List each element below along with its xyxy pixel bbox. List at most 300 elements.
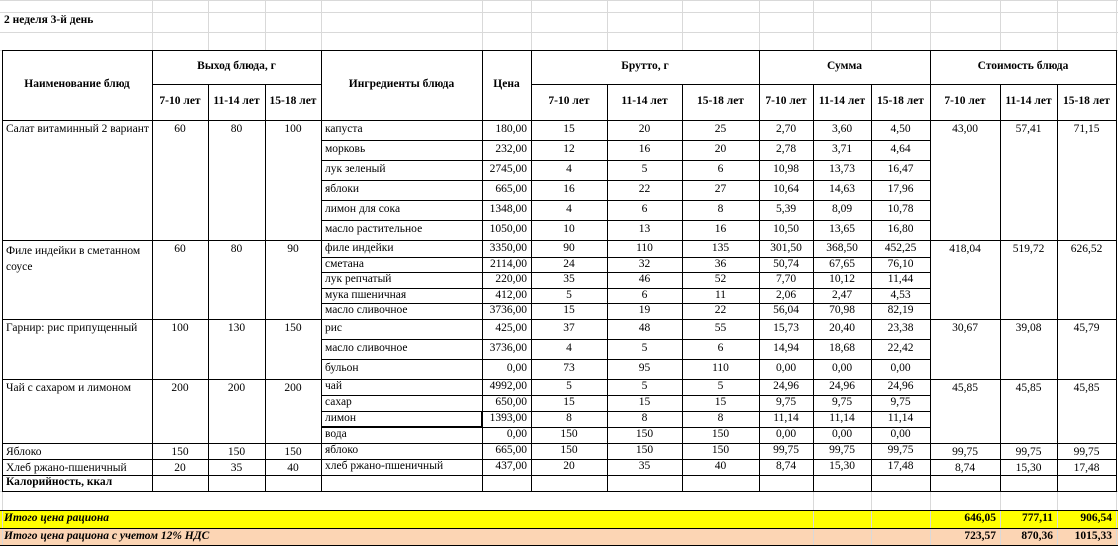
ingredient-gross[interactable]: 20 bbox=[563, 460, 575, 473]
ingredient-sum[interactable]: 452,25 bbox=[884, 241, 917, 254]
grid-line bbox=[813, 120, 814, 476]
ingredient-gross[interactable]: 20 bbox=[638, 123, 651, 136]
ingredient-sum[interactable]: 4,64 bbox=[890, 143, 911, 156]
grid-line bbox=[0, 510, 1118, 511]
dish-cost[interactable]: 30,67 bbox=[952, 322, 978, 334]
ingredient-sum[interactable]: 14,94 bbox=[773, 342, 799, 355]
ingredient-name[interactable]: сахар bbox=[325, 396, 352, 409]
ingredient-sum[interactable]: 15,30 bbox=[829, 460, 855, 473]
grid-line bbox=[759, 50, 760, 121]
ingredient-gross[interactable]: 22 bbox=[638, 183, 651, 196]
sheet-title[interactable]: 2 неделя 3-й день bbox=[4, 14, 94, 27]
ingredient-sum[interactable]: 14,63 bbox=[829, 183, 855, 196]
grid-line bbox=[482, 50, 483, 121]
ingredient-gross[interactable]: 22 bbox=[714, 304, 727, 317]
grid-line bbox=[1057, 0, 1058, 51]
ingredient-sum[interactable]: 2,47 bbox=[831, 288, 853, 301]
ingredient-price[interactable]: 425,00 bbox=[495, 322, 527, 335]
ingredient-sum[interactable]: 20,40 bbox=[829, 322, 855, 335]
dish-name[interactable]: Филе индейки в сметанном соусе bbox=[6, 245, 141, 273]
ingredient-sum[interactable]: 0,00 bbox=[890, 428, 911, 441]
ingredient-name[interactable]: масло сливочное bbox=[325, 342, 408, 355]
ingredient-gross[interactable]: 40 bbox=[714, 460, 727, 473]
header-age-group[interactable]: 15-18 лет bbox=[1063, 95, 1110, 108]
ingredient-sum[interactable]: 56,04 bbox=[773, 304, 799, 317]
ingredient-name[interactable]: масло растительное bbox=[325, 223, 423, 236]
ingredient-sum[interactable]: 99,75 bbox=[773, 444, 799, 457]
ingredient-sum[interactable]: 10,12 bbox=[829, 273, 855, 286]
dish-output[interactable]: 150 bbox=[284, 446, 302, 458]
grid-line bbox=[682, 120, 683, 476]
ingredient-sum[interactable]: 22,42 bbox=[887, 342, 914, 355]
ingredient-sum[interactable]: 76,10 bbox=[887, 257, 914, 270]
ingredient-sum[interactable]: 70,98 bbox=[829, 304, 855, 317]
ingredient-gross[interactable]: 4 bbox=[566, 163, 572, 176]
grid-line bbox=[2, 120, 3, 476]
ingredient-sum[interactable]: 11,14 bbox=[887, 412, 914, 425]
ingredient-sum[interactable]: 17,96 bbox=[887, 183, 914, 196]
ingredient-gross[interactable]: 110 bbox=[636, 241, 653, 254]
dish-output[interactable]: 60 bbox=[174, 243, 186, 255]
ingredient-sum[interactable]: 0,00 bbox=[831, 362, 853, 375]
header-price[interactable]: Цена bbox=[493, 78, 520, 91]
grid-line bbox=[871, 475, 872, 492]
dish-name[interactable]: Хлеб ржано-пшеничный bbox=[6, 462, 127, 474]
grid-line bbox=[813, 491, 814, 546]
ingredient-gross[interactable]: 6 bbox=[717, 342, 724, 355]
dish-cost[interactable]: 71,15 bbox=[1073, 123, 1100, 135]
ingredient-name[interactable]: яблоко bbox=[325, 444, 359, 457]
dish-output[interactable]: 20 bbox=[174, 462, 186, 474]
ingredient-price[interactable]: 220,00 bbox=[495, 273, 527, 286]
grid-line bbox=[265, 84, 266, 121]
ingredient-name[interactable]: лимон для сока bbox=[325, 203, 401, 216]
ingredient-gross[interactable]: 15 bbox=[714, 396, 727, 409]
ingredient-sum[interactable]: 11,44 bbox=[887, 273, 914, 286]
ingredient-gross[interactable]: 73 bbox=[563, 362, 575, 375]
ingredient-sum[interactable]: 99,75 bbox=[829, 444, 855, 457]
grid-line bbox=[1000, 0, 1001, 51]
grid-line bbox=[208, 475, 209, 492]
grid-line bbox=[1000, 120, 1001, 476]
dish-cost[interactable]: 626,52 bbox=[1070, 243, 1103, 255]
ingredient-price[interactable]: 180,00 bbox=[495, 123, 527, 136]
ingredient-gross[interactable]: 5 bbox=[566, 380, 572, 393]
ingredient-sum[interactable]: 7,70 bbox=[775, 273, 797, 286]
header-ingredients[interactable]: Ингредиенты блюда bbox=[348, 78, 455, 91]
ingredient-sum[interactable]: 0,00 bbox=[831, 428, 853, 441]
ingredient-gross[interactable]: 15 bbox=[563, 304, 575, 317]
grid-line bbox=[1000, 475, 1001, 492]
grid-line bbox=[321, 475, 322, 492]
ingredient-price[interactable]: 232,00 bbox=[495, 143, 527, 156]
ingredient-sum[interactable]: 67,65 bbox=[829, 257, 855, 270]
dish-cost[interactable]: 99,75 bbox=[1015, 446, 1042, 458]
ingredient-gross[interactable]: 13 bbox=[638, 223, 651, 236]
grid-line bbox=[531, 50, 532, 121]
ingredient-sum[interactable]: 301,50 bbox=[770, 241, 802, 254]
ingredient-gross[interactable]: 5 bbox=[717, 380, 724, 393]
ingredient-price[interactable]: 1348,00 bbox=[489, 203, 527, 216]
ingredient-name[interactable]: лимон bbox=[321, 411, 482, 427]
grid-line bbox=[871, 491, 872, 546]
ingredient-gross[interactable]: 150 bbox=[711, 444, 730, 457]
dish-output[interactable]: 200 bbox=[284, 382, 302, 394]
grid-line bbox=[1116, 491, 1117, 546]
dish-cost[interactable]: 45,85 bbox=[1015, 382, 1042, 394]
header-age-group[interactable]: 11-14 лет bbox=[213, 95, 260, 108]
dish-cost[interactable]: 15,30 bbox=[1015, 462, 1042, 474]
dish-output[interactable]: 150 bbox=[284, 322, 302, 334]
grid-line bbox=[682, 84, 683, 121]
total-value[interactable]: 646,05 bbox=[964, 512, 996, 525]
ingredient-gross[interactable]: 6 bbox=[717, 163, 724, 176]
ingredient-gross[interactable]: 11 bbox=[714, 288, 727, 301]
header-age-group[interactable]: 7-10 лет bbox=[548, 95, 590, 108]
ingredient-gross[interactable]: 8 bbox=[717, 203, 724, 216]
header-sum[interactable]: Сумма bbox=[827, 60, 862, 73]
header-dish-cost[interactable]: Стоимость блюда bbox=[977, 60, 1069, 73]
dish-cost[interactable]: 45,85 bbox=[952, 382, 978, 394]
ingredient-gross[interactable]: 5 bbox=[641, 380, 648, 393]
ingredient-sum[interactable]: 3,71 bbox=[831, 143, 853, 156]
ingredient-price[interactable]: 3736,00 bbox=[489, 342, 527, 355]
grid-line bbox=[1057, 120, 1058, 476]
grid-line bbox=[0, 32, 1118, 33]
ingredient-gross[interactable]: 4 bbox=[566, 342, 572, 355]
ingredient-gross[interactable]: 16 bbox=[563, 183, 575, 196]
ingredient-gross[interactable]: 5 bbox=[566, 288, 572, 301]
ingredient-gross[interactable]: 8 bbox=[566, 412, 572, 425]
ingredient-gross[interactable]: 27 bbox=[714, 183, 727, 196]
grid-line bbox=[531, 120, 532, 476]
grid-line bbox=[607, 0, 608, 51]
header-dish-name[interactable]: Наименование блюд bbox=[24, 78, 130, 91]
dish-output[interactable]: 60 bbox=[174, 123, 186, 135]
total-value[interactable]: 906,54 bbox=[1080, 512, 1112, 525]
ingredient-gross[interactable]: 150 bbox=[560, 444, 578, 457]
grid-line bbox=[265, 475, 266, 492]
ingredient-name[interactable]: масло сливочное bbox=[325, 304, 408, 317]
ingredient-gross[interactable]: 8 bbox=[641, 412, 648, 425]
total-value[interactable]: 1015,33 bbox=[1074, 529, 1112, 542]
ingredient-price[interactable]: 1393,00 bbox=[489, 412, 527, 425]
grid-line bbox=[2, 475, 3, 492]
ingredient-sum[interactable]: 11,14 bbox=[829, 412, 855, 425]
ingredient-sum[interactable]: 10,78 bbox=[887, 203, 914, 216]
ingredient-gross[interactable]: 95 bbox=[638, 362, 651, 375]
dish-cost[interactable]: 519,72 bbox=[1012, 243, 1045, 255]
ingredient-price[interactable]: 0,00 bbox=[506, 362, 527, 375]
ingredient-sum[interactable]: 18,68 bbox=[829, 342, 855, 355]
header-age-group[interactable]: 11-14 лет bbox=[818, 95, 866, 108]
grid-line bbox=[1116, 0, 1117, 51]
dish-name[interactable]: Гарнир: рис припущенный bbox=[6, 322, 138, 334]
grid-line bbox=[152, 50, 153, 121]
grid-line bbox=[871, 0, 872, 51]
ingredient-gross[interactable]: 15 bbox=[638, 396, 651, 409]
ingredient-sum[interactable]: 2,78 bbox=[775, 143, 797, 156]
ingredient-gross[interactable]: 5 bbox=[641, 342, 648, 355]
ingredient-gross[interactable]: 5 bbox=[641, 163, 648, 176]
grid-line bbox=[871, 120, 872, 476]
ingredient-sum[interactable]: 82,19 bbox=[887, 304, 914, 317]
dish-name[interactable]: Салат витаминный 2 вариант bbox=[6, 123, 149, 135]
ingredient-gross[interactable]: 15 bbox=[563, 396, 575, 409]
ingredient-gross[interactable]: 110 bbox=[712, 362, 729, 375]
ingredient-sum[interactable]: 0,00 bbox=[890, 362, 911, 375]
header-age-group[interactable]: 7-10 лет bbox=[944, 95, 986, 108]
ingredient-sum[interactable]: 11,14 bbox=[773, 412, 799, 425]
ingredient-name[interactable]: морковь bbox=[325, 143, 366, 156]
header-age-group[interactable]: 7-10 лет bbox=[159, 95, 201, 108]
ingredient-gross[interactable]: 46 bbox=[638, 273, 651, 286]
grid-line bbox=[1116, 120, 1117, 476]
grid-line bbox=[531, 84, 1117, 85]
ingredient-sum[interactable]: 99,75 bbox=[887, 444, 914, 457]
ingredient-gross[interactable]: 150 bbox=[635, 444, 654, 457]
ingredient-gross[interactable]: 150 bbox=[635, 428, 654, 441]
ingredient-gross[interactable]: 4 bbox=[566, 203, 572, 216]
ingredient-price[interactable]: 3736,00 bbox=[489, 304, 527, 317]
ingredient-name[interactable]: бульон bbox=[325, 362, 359, 375]
ingredient-sum[interactable]: 24,96 bbox=[773, 380, 799, 393]
ingredient-price[interactable]: 2114,00 bbox=[490, 257, 527, 270]
dish-cost[interactable]: 418,04 bbox=[949, 243, 981, 255]
dish-cost[interactable]: 45,79 bbox=[1073, 322, 1100, 334]
ingredient-sum[interactable]: 0,00 bbox=[775, 428, 797, 441]
ingredient-sum[interactable]: 23,38 bbox=[887, 322, 914, 335]
ingredient-sum[interactable]: 5,39 bbox=[775, 203, 797, 216]
dish-cost[interactable]: 43,00 bbox=[952, 123, 978, 135]
grid-line bbox=[482, 475, 483, 492]
ingredient-price[interactable]: 4992,00 bbox=[489, 380, 527, 393]
dish-cost[interactable]: 45,85 bbox=[1073, 382, 1100, 394]
ingredient-name[interactable]: чай bbox=[325, 380, 343, 393]
dish-output[interactable]: 100 bbox=[284, 123, 302, 135]
ingredient-sum[interactable]: 8,09 bbox=[831, 203, 853, 216]
dish-cost[interactable]: 99,75 bbox=[952, 446, 978, 458]
grid-line bbox=[531, 475, 532, 492]
dish-output[interactable]: 35 bbox=[230, 462, 243, 474]
dish-output[interactable]: 80 bbox=[230, 123, 243, 135]
dish-cost[interactable]: 39,08 bbox=[1015, 322, 1042, 334]
grid-line bbox=[930, 0, 931, 51]
ingredient-sum[interactable]: 3,60 bbox=[831, 123, 853, 136]
calories-label[interactable]: Калорийность, ккал bbox=[6, 476, 113, 489]
ingredient-name[interactable]: вода bbox=[325, 428, 347, 441]
dish-output[interactable]: 90 bbox=[287, 243, 299, 255]
header-age-group[interactable]: 11-14 лет bbox=[621, 95, 668, 108]
grid-line bbox=[482, 0, 483, 51]
dish-output[interactable]: 40 bbox=[287, 462, 299, 474]
ingredient-sum[interactable]: 9,75 bbox=[890, 396, 911, 409]
ingredient-sum[interactable]: 13,73 bbox=[829, 163, 855, 176]
grid-line bbox=[682, 475, 683, 492]
grid-line bbox=[871, 84, 872, 121]
ingredient-name[interactable]: рис bbox=[325, 322, 343, 335]
ingredient-gross[interactable]: 16 bbox=[714, 223, 727, 236]
grid-line bbox=[682, 0, 683, 51]
ingredient-price[interactable]: 650,00 bbox=[495, 396, 527, 409]
grid-line bbox=[1057, 475, 1058, 492]
grid-line bbox=[531, 0, 532, 51]
grid-line bbox=[930, 475, 931, 492]
header-age-group[interactable]: 15-18 лет bbox=[697, 95, 744, 108]
ingredient-sum[interactable]: 4,53 bbox=[890, 288, 911, 301]
dish-output[interactable]: 150 bbox=[227, 446, 246, 458]
ingredient-gross[interactable]: 150 bbox=[711, 428, 730, 441]
total-label[interactable]: Итого цена рациона bbox=[4, 512, 110, 525]
total-value[interactable]: 870,36 bbox=[1021, 529, 1053, 542]
ingredient-gross[interactable]: 55 bbox=[714, 322, 727, 335]
ingredient-gross[interactable]: 19 bbox=[638, 304, 651, 317]
ingredient-gross[interactable]: 20 bbox=[714, 143, 727, 156]
total-label[interactable]: Итого цена рациона с учетом 12% НДС bbox=[4, 529, 210, 542]
grid-line bbox=[813, 475, 814, 492]
header-age-group[interactable]: 7-10 лет bbox=[765, 95, 807, 108]
dish-cost[interactable]: 8,74 bbox=[954, 462, 976, 474]
header-gross[interactable]: Брутто, г bbox=[621, 60, 669, 73]
ingredient-name[interactable]: лук зеленый bbox=[325, 163, 386, 176]
ingredient-sum[interactable]: 16,80 bbox=[887, 223, 914, 236]
ingredient-sum[interactable]: 0,00 bbox=[775, 362, 797, 375]
ingredient-sum[interactable]: 4,50 bbox=[890, 123, 911, 136]
grid-line bbox=[482, 120, 483, 476]
ingredient-sum[interactable]: 368,50 bbox=[826, 241, 858, 254]
ingredient-sum[interactable]: 50,74 bbox=[773, 257, 799, 270]
dish-output[interactable]: 100 bbox=[171, 322, 189, 334]
grid-line bbox=[1057, 84, 1058, 121]
ingredient-name[interactable]: сметана bbox=[325, 257, 365, 270]
grid-line bbox=[813, 84, 814, 121]
ingredient-gross[interactable]: 35 bbox=[563, 273, 575, 286]
dish-output[interactable]: 80 bbox=[230, 243, 243, 255]
grid-line bbox=[1116, 475, 1117, 492]
ingredient-name[interactable]: лук репчатый bbox=[325, 273, 392, 286]
ingredient-gross[interactable]: 12 bbox=[563, 143, 575, 156]
grid-line bbox=[1116, 50, 1117, 121]
ingredient-sum[interactable]: 9,75 bbox=[831, 396, 853, 409]
grid-line bbox=[152, 84, 322, 85]
grid-line bbox=[930, 475, 1117, 476]
ingredient-gross[interactable]: 37 bbox=[563, 322, 575, 335]
grid-line bbox=[152, 475, 153, 492]
grid-line bbox=[759, 0, 760, 51]
ingredient-price[interactable]: 665,00 bbox=[495, 444, 527, 457]
ingredient-name[interactable]: филе индейки bbox=[325, 241, 394, 254]
ingredient-price[interactable]: 2745,00 bbox=[489, 163, 527, 176]
ingredient-sum[interactable]: 16,47 bbox=[887, 163, 914, 176]
grid-line bbox=[607, 120, 608, 476]
grid-line bbox=[813, 0, 814, 51]
ingredient-sum[interactable]: 2,06 bbox=[775, 288, 797, 301]
ingredient-gross[interactable]: 24 bbox=[563, 257, 575, 270]
ingredient-gross[interactable]: 48 bbox=[638, 322, 651, 335]
grid-line bbox=[2, 50, 3, 121]
ingredient-price[interactable]: 1050,00 bbox=[489, 223, 527, 236]
dish-cost[interactable]: 99,75 bbox=[1073, 446, 1100, 458]
ingredient-gross[interactable]: 32 bbox=[638, 257, 651, 270]
ingredient-sum[interactable]: 10,98 bbox=[773, 163, 799, 176]
ingredient-gross[interactable]: 36 bbox=[714, 257, 727, 270]
grid-line bbox=[2, 491, 1117, 492]
dish-output[interactable]: 200 bbox=[171, 382, 189, 394]
ingredient-sum[interactable]: 10,50 bbox=[773, 223, 799, 236]
header-age-group[interactable]: 15-18 лет bbox=[877, 95, 924, 108]
ingredient-name[interactable]: капуста bbox=[325, 123, 363, 136]
ingredient-price[interactable]: 412,00 bbox=[495, 288, 527, 301]
ingredient-gross[interactable]: 6 bbox=[641, 203, 648, 216]
grid-line bbox=[321, 475, 931, 476]
ingredient-sum[interactable]: 10,64 bbox=[773, 183, 799, 196]
ingredient-gross[interactable]: 8 bbox=[717, 412, 724, 425]
grid-line bbox=[152, 120, 153, 476]
ingredient-sum[interactable]: 2,70 bbox=[775, 123, 797, 136]
total-value[interactable]: 777,11 bbox=[1022, 512, 1053, 525]
ingredient-gross[interactable]: 6 bbox=[641, 288, 648, 301]
grid-line bbox=[321, 120, 322, 476]
grid-line bbox=[607, 475, 608, 492]
ingredient-gross[interactable]: 35 bbox=[638, 460, 651, 473]
ingredient-gross[interactable]: 10 bbox=[563, 223, 575, 236]
grid-line bbox=[321, 50, 322, 121]
dish-name[interactable]: Чай с сахаром и лимоном bbox=[6, 382, 131, 394]
grid-line bbox=[930, 120, 931, 476]
grid-line bbox=[759, 475, 760, 492]
dish-cost[interactable]: 17,48 bbox=[1073, 462, 1100, 474]
ingredient-gross[interactable]: 25 bbox=[714, 123, 727, 136]
grid-line bbox=[0, 0, 1118, 1]
ingredient-name[interactable]: яблоки bbox=[325, 183, 360, 196]
header-age-group[interactable]: 15-18 лет bbox=[269, 95, 317, 108]
ingredient-price[interactable]: 0,00 bbox=[506, 428, 527, 441]
grid-line bbox=[265, 120, 266, 476]
ingredient-sum[interactable]: 9,75 bbox=[775, 396, 797, 409]
ingredient-sum[interactable]: 17,48 bbox=[887, 460, 914, 473]
header-age-group[interactable]: 11-14 лет bbox=[1005, 95, 1052, 108]
ingredient-price[interactable]: 665,00 bbox=[495, 183, 527, 196]
ingredient-gross[interactable]: 16 bbox=[638, 143, 651, 156]
grid-line bbox=[208, 84, 209, 121]
dish-name[interactable]: Яблоко bbox=[6, 446, 42, 458]
grid-line bbox=[1000, 84, 1001, 121]
ingredient-price[interactable]: 437,00 bbox=[495, 460, 527, 473]
grid-line bbox=[930, 50, 931, 121]
dish-output[interactable]: 200 bbox=[227, 382, 246, 394]
ingredient-gross[interactable]: 135 bbox=[711, 241, 730, 254]
total-value[interactable]: 723,57 bbox=[964, 529, 996, 542]
ingredient-sum[interactable]: 24,96 bbox=[829, 380, 855, 393]
ingredient-name[interactable]: хлеб ржано-пшеничный bbox=[325, 460, 444, 473]
ingredient-gross[interactable]: 15 bbox=[563, 123, 575, 136]
ingredient-sum[interactable]: 24,96 bbox=[887, 380, 914, 393]
dish-cost[interactable]: 57,41 bbox=[1015, 123, 1042, 135]
header-output[interactable]: Выход блюда, г bbox=[197, 60, 276, 73]
dish-output[interactable]: 150 bbox=[171, 446, 189, 458]
ingredient-gross[interactable]: 90 bbox=[563, 241, 575, 254]
ingredient-sum[interactable]: 8,74 bbox=[775, 460, 797, 473]
ingredient-gross[interactable]: 52 bbox=[714, 273, 727, 286]
ingredient-sum[interactable]: 15,73 bbox=[773, 322, 799, 335]
ingredient-price[interactable]: 3350,00 bbox=[489, 241, 527, 254]
grid-line bbox=[2, 50, 1117, 51]
ingredient-gross[interactable]: 150 bbox=[560, 428, 578, 441]
dish-output[interactable]: 130 bbox=[227, 322, 246, 334]
grid-line bbox=[607, 84, 608, 121]
ingredient-sum[interactable]: 13,65 bbox=[829, 223, 855, 236]
ingredient-name[interactable]: мука пшеничная bbox=[325, 288, 407, 301]
